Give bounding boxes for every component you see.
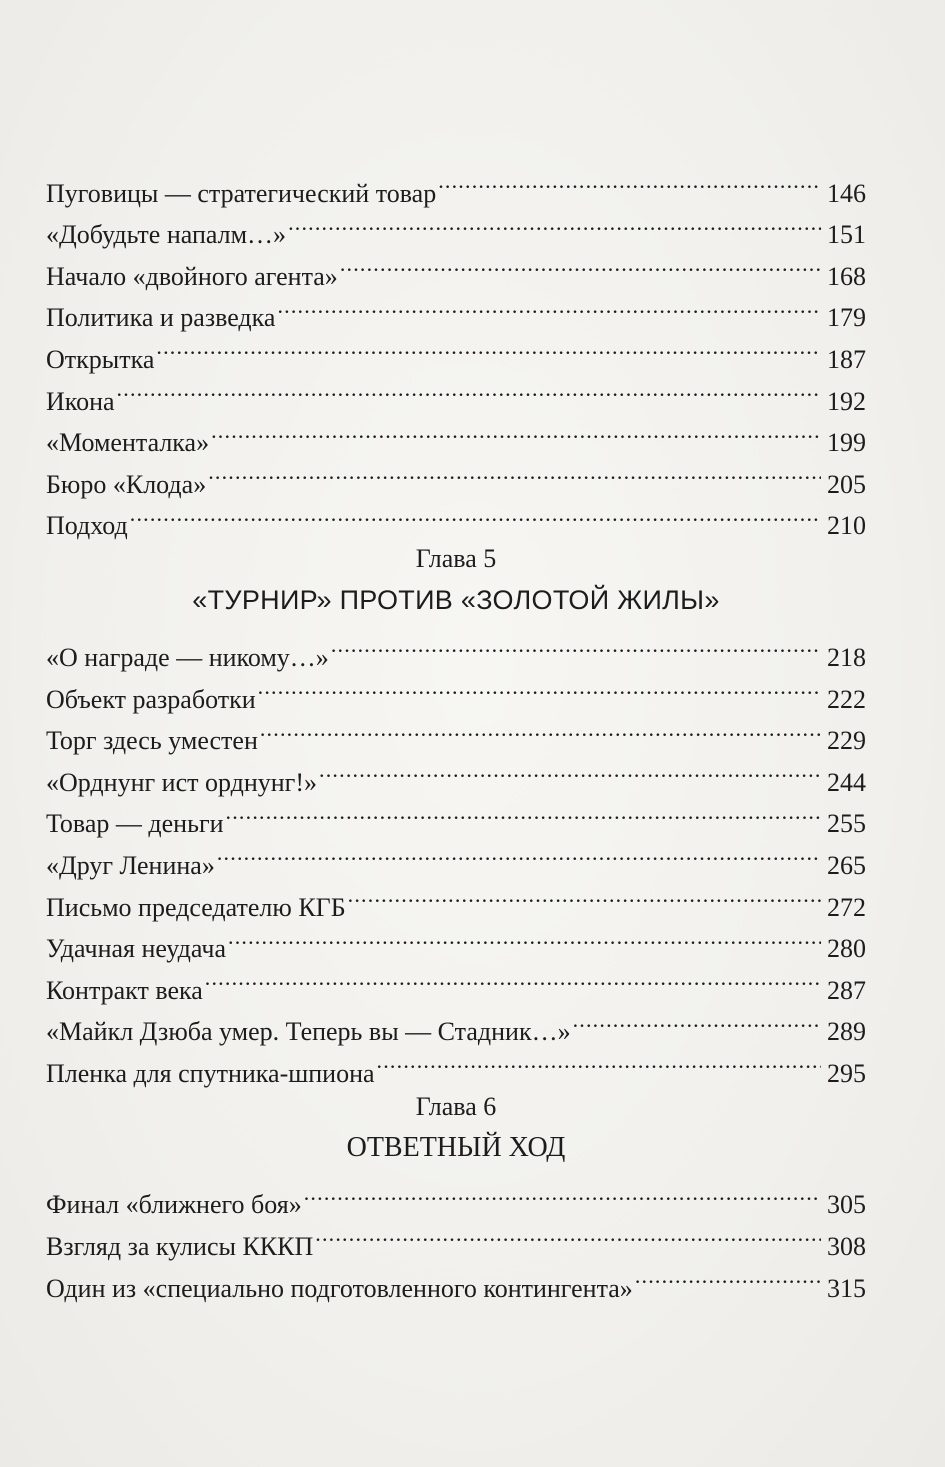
- dot-leader: [315, 1213, 821, 1255]
- toc-entry-title: Торг здесь уместен: [46, 726, 258, 756]
- toc-entry-title: Подход: [46, 511, 128, 541]
- toc-entry-page: 265: [827, 850, 866, 880]
- toc-entry-page: 280: [827, 934, 866, 964]
- toc-entry-page: 315: [827, 1273, 866, 1303]
- chapter-title: «ТУРНИР» ПРОТИВ «ЗОЛОТОЙ ЖИЛЫ»: [192, 585, 720, 616]
- toc-entry-title: Письмо председателю КГБ: [46, 892, 346, 922]
- toc-entry-page: 179: [827, 303, 866, 333]
- toc-entry: [46, 160, 866, 208]
- dot-leader: [438, 160, 821, 202]
- toc-entry-title: Бюро «Клода»: [46, 469, 207, 499]
- toc-entry: [46, 624, 866, 672]
- dot-leader: [260, 708, 821, 750]
- dot-leader: [226, 791, 821, 833]
- dot-leader: [117, 368, 821, 410]
- dot-leader: [277, 285, 821, 327]
- toc-entry-title: Финал «ближнего боя»: [46, 1190, 302, 1220]
- toc-entry-page: 151: [827, 220, 866, 250]
- toc-entry-page: 187: [827, 344, 866, 374]
- toc-entry: [46, 368, 866, 416]
- toc-entry-page: 218: [827, 642, 866, 672]
- dot-leader: [348, 874, 821, 916]
- dot-leader: [156, 326, 821, 368]
- toc-entry-page: 305: [827, 1190, 866, 1220]
- toc-entry-page: 192: [827, 386, 866, 416]
- toc-entry-title: Политика и разведка: [46, 303, 276, 333]
- toc-entry-title: Объект разработки: [46, 684, 256, 714]
- toc-entry-page: 295: [827, 1058, 866, 1088]
- toc-entry-title: «Друг Ленина»: [46, 850, 215, 880]
- toc-entry: [46, 493, 866, 541]
- toc-entry-page: 244: [827, 767, 866, 797]
- toc-entry-title: Открытка: [46, 344, 155, 374]
- toc-entry-page: 205: [827, 469, 866, 499]
- dot-leader: [340, 243, 821, 285]
- dot-leader: [130, 493, 821, 535]
- dot-leader: [377, 1040, 821, 1082]
- chapter-number: Глава 5: [415, 544, 497, 574]
- toc-entry-page: 272: [827, 892, 866, 922]
- toc-entry-page: 222: [827, 684, 866, 714]
- dot-leader: [319, 749, 821, 791]
- toc-entry-page: 308: [827, 1232, 866, 1262]
- toc-entry: [46, 410, 866, 458]
- toc-entry-title: Пуговицы — стратегический товар: [46, 178, 437, 208]
- toc-entry-page: 168: [827, 261, 866, 291]
- dot-leader: [205, 957, 821, 999]
- toc-entry-page: 199: [827, 428, 866, 458]
- toc-entry-title: «О награде — никому…»: [46, 642, 329, 672]
- toc-entry-title: Удачная неудача: [46, 934, 226, 964]
- toc-entry-page: 289: [827, 1017, 866, 1047]
- toc-entry-page: 146: [827, 178, 866, 208]
- dot-leader: [258, 666, 821, 708]
- toc-entry-title: Товар — деньги: [46, 809, 224, 839]
- toc-entry-title: «Добудьте напалм…»: [46, 220, 287, 250]
- chapter-number: Глава 6: [415, 1091, 497, 1121]
- dot-leader: [573, 999, 821, 1041]
- toc-entry-title: «Моменталка»: [46, 428, 210, 458]
- toc-entry-title: Взгляд за кулисы КККП: [46, 1232, 314, 1262]
- toc-entry-page: 287: [827, 975, 866, 1005]
- toc-entry-title: Один из «специально подготовленного контингента»: [46, 1273, 633, 1303]
- toc-entry-title: Икона: [46, 386, 115, 416]
- toc-entry: [46, 326, 866, 374]
- dot-leader: [211, 410, 821, 452]
- toc-entry-title: Начало «двойного агента»: [46, 261, 338, 291]
- dot-leader: [635, 1255, 821, 1297]
- toc-entry-page: 255: [827, 809, 866, 839]
- toc-entry-title: Пленка для спутника-шпиона: [46, 1058, 375, 1088]
- toc-entry-title: Контракт века: [46, 975, 203, 1005]
- toc-entry-page: 229: [827, 726, 866, 756]
- dot-leader: [331, 624, 821, 666]
- dot-leader: [208, 451, 821, 493]
- dot-leader: [288, 202, 821, 244]
- toc-entry: [46, 1172, 866, 1220]
- dot-leader: [304, 1172, 821, 1214]
- chapter-title: ОТВЕТНЫЙ ХОД: [346, 1131, 566, 1163]
- toc-entry-title: «Орднунг ист орднунг!»: [46, 767, 318, 797]
- toc-entry-page: 210: [827, 511, 866, 541]
- dot-leader: [228, 916, 821, 958]
- dot-leader: [217, 832, 821, 874]
- toc-entry-title: «Майкл Дзюба умер. Теперь вы — Стадник…»: [46, 1017, 571, 1047]
- table-of-contents: [46, 160, 866, 1303]
